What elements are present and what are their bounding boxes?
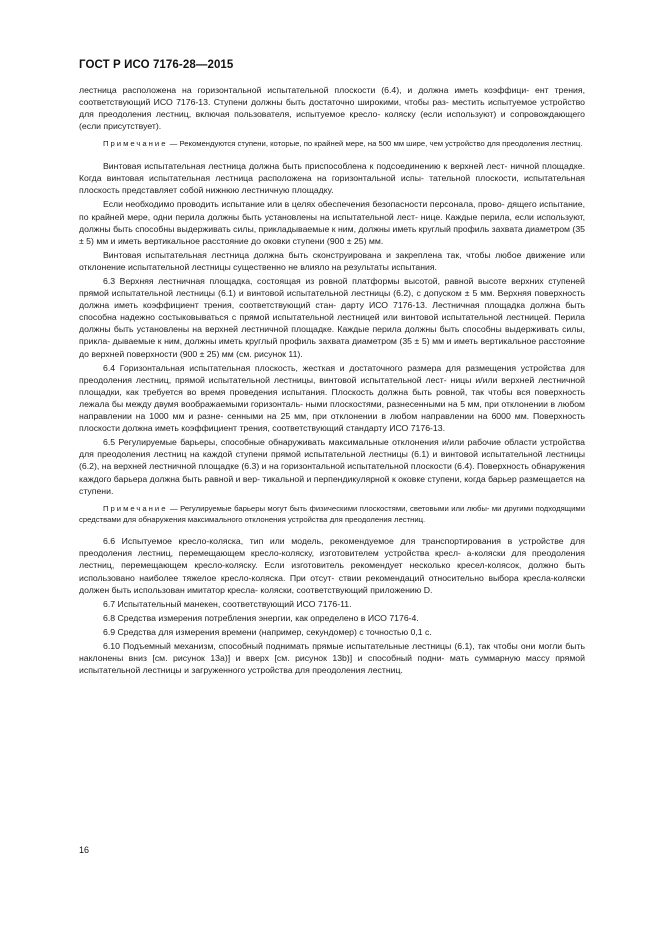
section-6-3: 6.3 Верхняя лестничная площадка, состоящая из ровной платформы высотой, равной высоте верхних ступеней прямой испытательной лестницы (6.1) и винтовой испытательной лестницы (6.2), с допуском ± 5 мм. Верхняя поверхность должна иметь коэффициент трения, соответствующий стан- дарту ИСО 7176-13. Лестничная площадка должна быть способна надежно состыковываться с прямой испытательной лестницей или винтовой испытательной лестницей. Перила должны быть установлены на верхней лестничной площадке. Каждые перила должны быть способны выдерживать силы, прикла- дываемые к ним, должны иметь круглый профиль захвата диаметром (35 ± 5) мм и иметь вертикальное расстояние до верхней поверхности (900 ± 25) мм (см. рисунок 11). [79, 276, 585, 359]
paragraph: Винтовая испытательная лестница должна быть приспособлена к подсоединению к верхней лест- ничной площадке. Когда винтовая испытательная лестница расположена на горизонтальной испы- тательной плоскости, испытательная плоскость представляет собой нижнюю лестничную площадку. [79, 161, 585, 196]
note [79, 139, 585, 150]
paragraph: лестница расположена на горизонтальной испытательной плоскости (6.4), и должна иметь коэффици- ент трения, соответствующий ИСО 7176-13. Ступени должны быть достаточно широкими, чтобы раз- местить испытуемое устройство для преодоления лестниц, включая пользователя, испытуемое кресло- коляску (если используют) и сопровождающего (если присутствует). [79, 85, 585, 132]
paragraph: Если необходимо проводить испытание или в целях обеспечения безопасности персонала, прово- дящего испытание, по крайней мере, одни перила должны быть установлены на испытательной лест- нице. Каждые перила, если используют, должны быть способны выдерживать силы, прикладываемые к ним, должны иметь круглый профиль захвата диаметром (35 ± 5) мм и иметь вертикальное расстояние до оковки ступени (900 ± 25) мм. [79, 199, 585, 246]
document-body [79, 84, 585, 678]
page-number: 16 [79, 845, 90, 855]
section-6-4: 6.4 Горизонтальная испытательная плоскость, жесткая и достаточного размера для размещения устройства для преодоления лестниц, прямой испытательной лестницы, винтовой испытательной лест- ницы и/или верхней лестничной площадки, как требуется во время проведения испытания. Плоскость должна быть ровной, так чтобы вся поверхность лежала бы между двумя воображаемыми горизонталь- ными плоскостями, разнесенными на 5 мм, при отклонении в любом направлении на 1000 мм и разне- сенными на 25 мм, при отклонении в любом направлении на 6000 мм. Поверхность плоскости должна иметь коэффициент трения, соответствующий стандарту ИСО 7176-13. [79, 362, 585, 434]
document-header: ГОСТ Р ИСО 7176-28—2015 [79, 59, 234, 71]
section-6-9: 6.9 Средства для измерения времени (например, секундомер) с точностью 0,1 с. [103, 626, 432, 637]
section-6-6: 6.6 Испытуемое кресло-коляска, тип или модель, рекомендуемое для транспортирования в устройстве для преодоления лестниц, перемещающем кресло-коляску, изготовителем устройства кресл- а-коляски для преодоления лестниц, перемещающем кресло-коляску. Если изготовитель рекомендует несколько кресел-колясок, должно быть использовано наиболее тяжелое кресло-коляска. При отсут- ствии рекомендаций относительно выбора кресла-коляски должен быть использован имитатор кресла- коляски, соответствующий приложению D. [79, 536, 585, 595]
note-label: Примечание [103, 503, 168, 513]
note-label: Примечание [103, 139, 168, 149]
note [79, 504, 585, 526]
section-6-10: 6.10 Подъемный механизм, способный поднимать прямые испытательные лестницы (6.1), так чтобы они могли быть наклонены вниз [см. рисунок 13а)] и вверх [см. рисунок 13b)] и способный подни- мать суммарную массу прямой испытательной лестницы и загруженного устройства для преодоления лестниц. [79, 641, 585, 676]
section-6-5: 6.5 Регулируемые барьеры, способные обнаруживать максимальные отклонения и/или рабочие области устройства для преодоления лестниц на каждой ступени прямой испытательной лестницы (6.1) и винтовой испытательной лестницы (6.2), на верхней лестничной площадке (6.3) и на горизонтальной испытательной плоскости (6.4). Поверхность обнаружения каждого барьера должна быть равной и вер- тикальной и перпендикулярной к оковке ступени, когда барьер размещается на ступени. [79, 437, 585, 496]
section-6-7: 6.7 Испытательный манекен, соответствующий ИСО 7176-11. [103, 598, 352, 609]
section-6-8: 6.8 Средства измерения потребления энергии, как определено в ИСО 7176-4. [103, 612, 419, 623]
note-text: — Регулируемые барьеры могут быть физическими плоскостями, световыми или любы- ми другими подходящими средствами для обнаружения максимального отклонения устройства для преодоления лестниц. [79, 503, 585, 524]
paragraph: Винтовая испытательная лестница должна быть сконструирована и закреплена так, чтобы любое движение или отклонение испытательной лестницы существенно не влияло на результаты испытания. [79, 249, 585, 272]
note-text: — Рекомендуются ступени, которые, по крайней мере, на 500 мм шире, чем устройство для преодоления лестниц. [167, 139, 583, 149]
